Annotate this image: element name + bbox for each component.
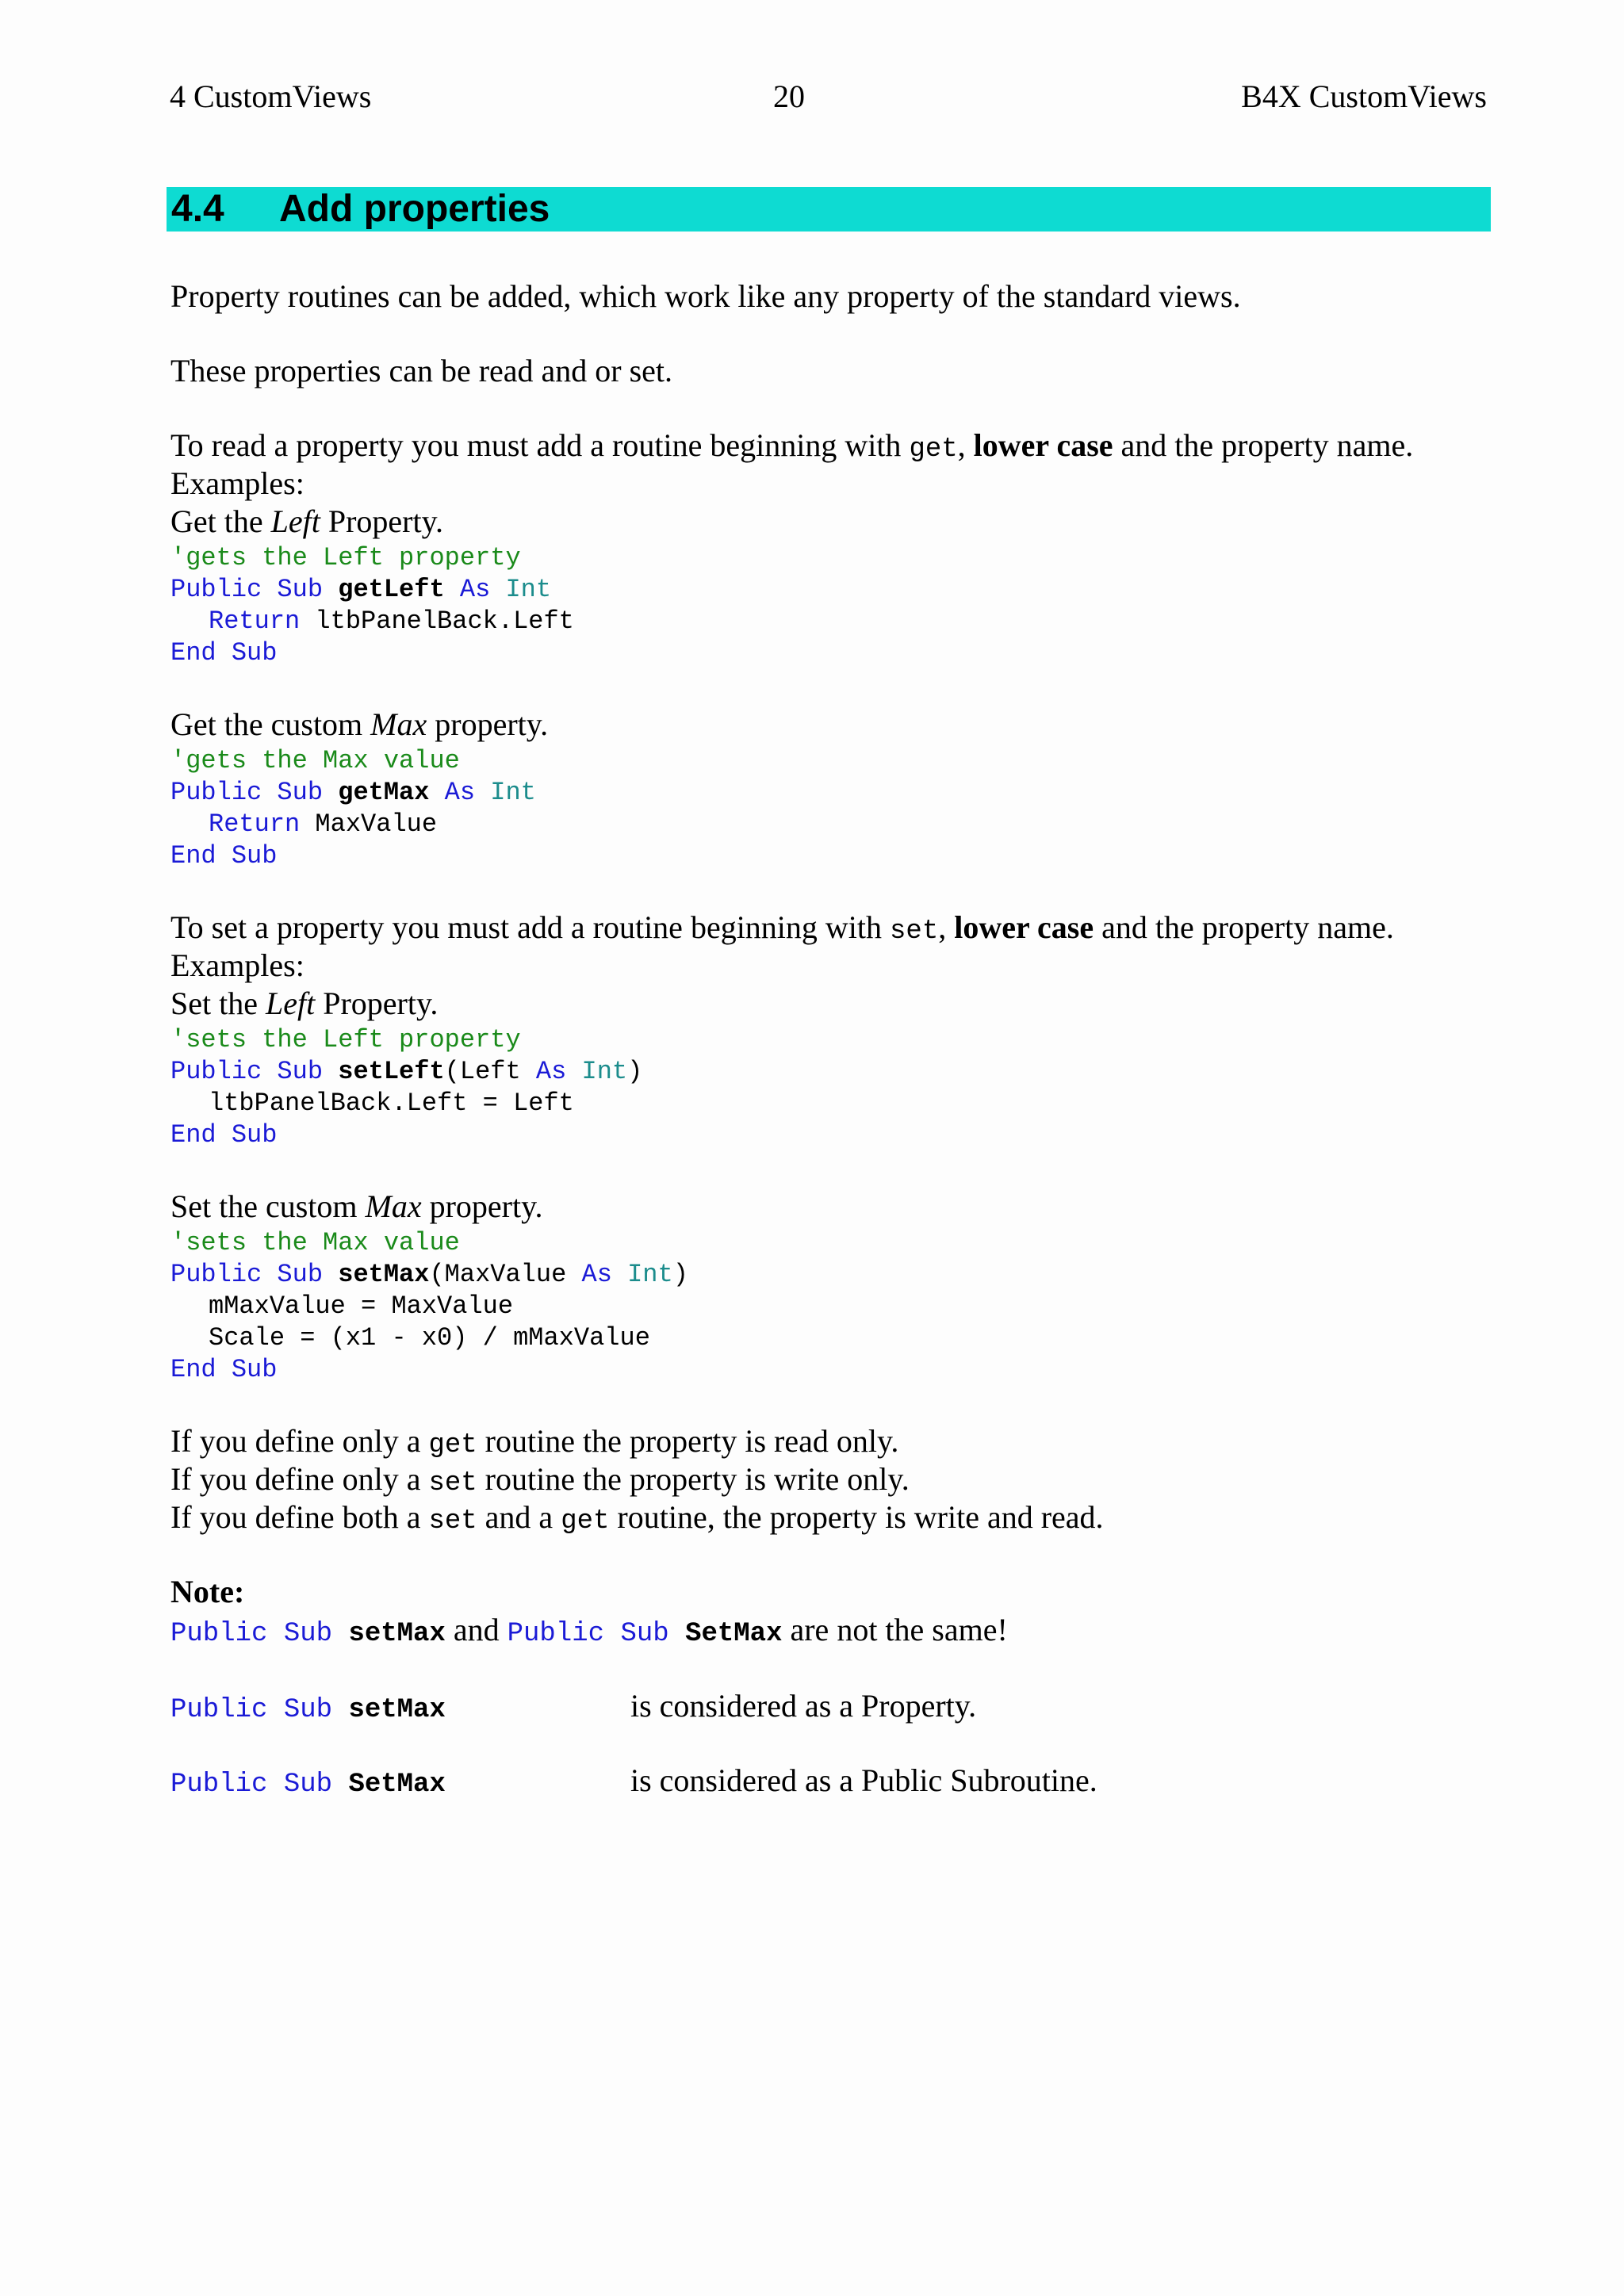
note-text: is considered as a Public Subroutine.	[630, 1762, 1097, 1798]
section-title: Add properties	[279, 188, 550, 230]
code-keyword: Return	[209, 607, 301, 636]
code-line	[209, 809, 437, 840]
get-example-1-caption	[170, 503, 443, 541]
code-text: ltbPanelBack.Left	[300, 607, 574, 636]
header-book-title: B4X CustomViews	[1241, 78, 1487, 114]
code-end-sub: End Sub	[170, 638, 278, 668]
caption-italic: Left	[265, 985, 316, 1021]
caption-italic: Max	[365, 1188, 422, 1224]
code-sub-name: setMax	[348, 1695, 446, 1725]
summary-text: routine the property is write only.	[477, 1461, 910, 1497]
summary-text: If you define only a	[170, 1423, 429, 1459]
code-keyword: Public Sub	[170, 1695, 349, 1725]
note-text: and	[445, 1612, 508, 1647]
code-keyword: Return	[209, 809, 301, 839]
code-end-sub: End Sub	[170, 841, 278, 871]
code-line: Scale = (x1 - x0) / mMaxValue	[209, 1323, 650, 1353]
code-line	[170, 1259, 688, 1291]
code-line	[170, 574, 551, 606]
note-text: is considered as a Property.	[630, 1688, 977, 1724]
code-line: mMaxValue = MaxValue	[209, 1292, 514, 1321]
code-end-sub: End Sub	[170, 1355, 278, 1384]
note-text: are not the same!	[782, 1612, 1008, 1647]
intro-paragraph-1: Property routines can be added, which work like any property of the standard views.	[170, 278, 1241, 314]
get-rule-lead: To read a property you must add a routine beginning with	[170, 427, 910, 463]
code-sub-name: SetMax	[685, 1619, 783, 1649]
code-line: ltbPanelBack.Left = Left	[209, 1089, 574, 1118]
code-text: (Left	[444, 1057, 536, 1086]
code-comment: 'sets the Max value	[170, 1228, 460, 1257]
code-keyword: As	[581, 1260, 628, 1289]
header-chapter: 4 CustomViews	[170, 78, 372, 114]
note-heading	[170, 1573, 244, 1611]
set-rule-bold: lower case	[954, 909, 1094, 945]
code-line	[170, 777, 536, 809]
code-end-sub: End Sub	[170, 1120, 278, 1150]
set-example-2-caption	[170, 1188, 543, 1226]
summary-text: routine the property is read only.	[477, 1423, 899, 1459]
code-keyword: Public Sub	[170, 1057, 339, 1086]
get-example-2-caption	[170, 706, 548, 744]
code-line	[209, 606, 574, 637]
caption-italic: Max	[370, 706, 427, 742]
get-rule-paragraph	[170, 427, 1413, 469]
get-examples-label: Examples:	[170, 465, 304, 501]
set-rule-paragraph	[170, 909, 1394, 951]
summary-text: If you define only a	[170, 1461, 429, 1497]
caption-text: Set the custom	[170, 1188, 366, 1224]
code-sub-name: getMax	[338, 778, 430, 807]
code-comment: 'sets the Left property	[170, 1025, 521, 1054]
set-example-1-caption	[170, 985, 438, 1023]
caption-text: property.	[421, 1188, 543, 1224]
code-text: )	[627, 1057, 643, 1086]
summary-line-3	[170, 1498, 1104, 1540]
get-keyword: get	[909, 434, 958, 465]
code-sub-name: setMax	[338, 1260, 430, 1289]
code-keyword: Public Sub	[170, 575, 339, 604]
code-text: )	[672, 1260, 688, 1289]
code-keyword: As	[444, 575, 506, 604]
code-sub-name: setLeft	[338, 1057, 445, 1086]
summary-keyword: set	[428, 1468, 477, 1498]
summary-keyword: get	[561, 1506, 610, 1536]
header-page-number: 20	[773, 78, 805, 114]
code-keyword: Public Sub	[507, 1619, 686, 1649]
set-rule-tail: and the property name.	[1094, 909, 1394, 945]
get-rule-bold: lower case	[973, 427, 1113, 463]
caption-text: Get the custom	[170, 706, 371, 742]
section-number: 4.4	[171, 188, 224, 230]
code-sub-name: setMax	[348, 1619, 446, 1649]
note-line-3	[170, 1762, 1097, 1804]
section-heading	[167, 187, 1491, 232]
caption-text: Get the	[170, 503, 271, 539]
code-keyword: Public Sub	[170, 1260, 339, 1289]
code-line	[170, 1056, 642, 1088]
code-type: Int	[581, 1057, 628, 1086]
set-examples-label: Examples:	[170, 947, 304, 983]
set-rule-comma: ,	[938, 909, 955, 945]
intro-paragraph-2: These properties can be read and or set.	[170, 353, 673, 388]
code-keyword: As	[429, 778, 491, 807]
set-rule-lead: To set a property you must add a routine beginning with	[170, 909, 891, 945]
set-keyword: set	[890, 916, 939, 947]
caption-text: property.	[427, 706, 549, 742]
summary-keyword: set	[428, 1506, 477, 1536]
note-title: Note:	[170, 1574, 245, 1609]
summary-text: and a	[477, 1499, 561, 1535]
code-text: MaxValue	[300, 809, 438, 839]
note-line-1	[170, 1611, 1008, 1653]
code-keyword: As	[535, 1057, 582, 1086]
code-keyword: Public Sub	[170, 1770, 349, 1800]
code-type: Int	[505, 575, 552, 604]
code-keyword: Public Sub	[170, 1619, 349, 1649]
code-sub-name: getLeft	[338, 575, 445, 604]
code-type: Int	[490, 778, 536, 807]
code-keyword: Public Sub	[170, 778, 339, 807]
note-line-2	[170, 1687, 977, 1729]
code-comment: 'gets the Left property	[170, 543, 521, 572]
code-sub-name: SetMax	[348, 1770, 446, 1800]
summary-line-2	[170, 1460, 910, 1502]
caption-text: Property.	[320, 503, 444, 539]
code-type: Int	[627, 1260, 673, 1289]
code-comment: 'gets the Max value	[170, 746, 460, 775]
summary-text: routine, the property is write and read.	[609, 1499, 1104, 1535]
summary-line-1	[170, 1422, 898, 1464]
summary-text: If you define both a	[170, 1499, 429, 1535]
summary-keyword: get	[428, 1430, 477, 1460]
caption-text: Property.	[315, 985, 439, 1021]
code-text: (MaxValue	[429, 1260, 582, 1289]
get-rule-tail: and the property name.	[1113, 427, 1414, 463]
caption-italic: Left	[270, 503, 320, 539]
caption-text: Set the	[170, 985, 266, 1021]
get-rule-comma: ,	[957, 427, 974, 463]
